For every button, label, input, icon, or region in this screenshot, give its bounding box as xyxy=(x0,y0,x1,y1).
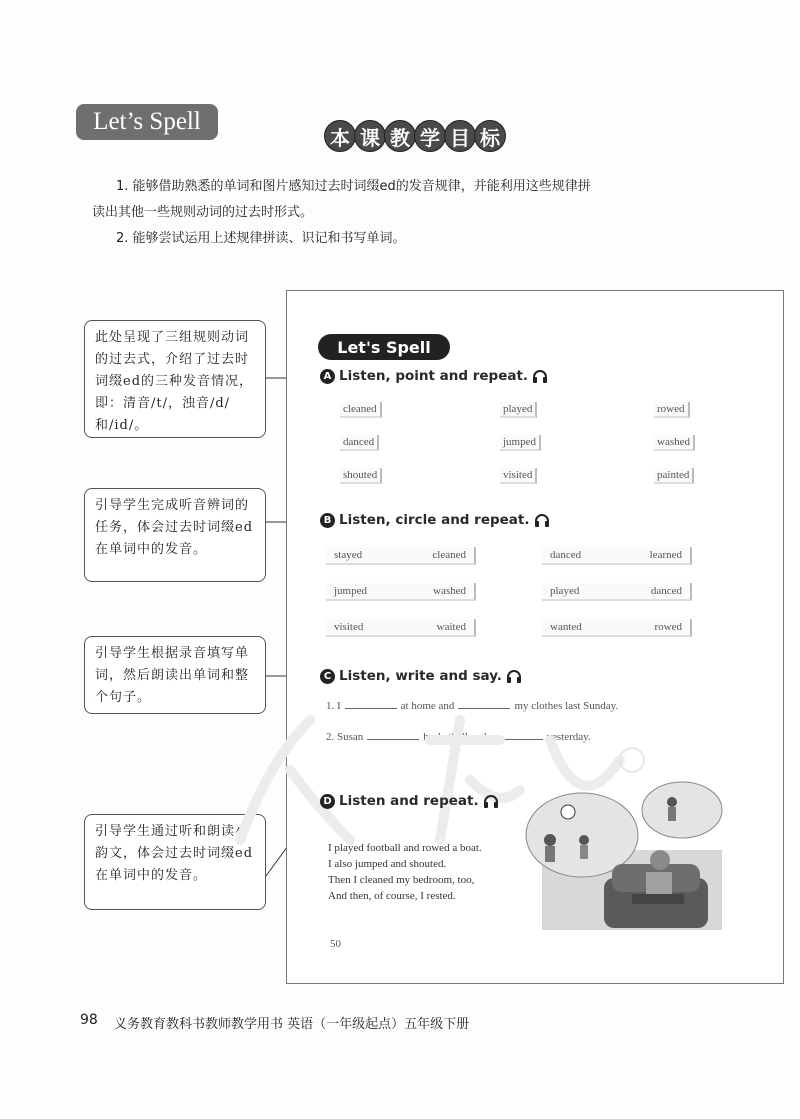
note-box-section-d: 引导学生通过听和朗读小韵文，体会过去时词缀ed在单词中的发音。 xyxy=(84,814,266,910)
rhyme-text xyxy=(328,840,482,904)
word-card: played xyxy=(500,402,537,418)
section-a-heading xyxy=(320,368,548,384)
sentence-text: my clothes last Sunday. xyxy=(514,700,619,712)
headphone-icon xyxy=(532,369,548,383)
sentence-text: yesterday. xyxy=(546,731,591,743)
objective-2: 2. 能够尝试运用上述规律拼读、识记和书写单词。 xyxy=(116,231,406,246)
objective-1-line-2: 读出其他一些规则动词的过去时形式。 xyxy=(92,205,314,220)
sentence-text: basketball and xyxy=(423,731,487,743)
headphone-icon xyxy=(483,794,499,808)
section-c-heading xyxy=(320,668,522,684)
pair-word: jumped xyxy=(334,585,367,597)
rhyme-line: I played football and rowed a boat. xyxy=(328,842,482,854)
section-c-title: Listen, write and say. xyxy=(339,668,502,684)
note-box-section-c: 引导学生根据录音填写单词，然后朗读出单词和整个句子。 xyxy=(84,636,266,714)
footer-page-number: 98 xyxy=(80,1012,98,1028)
objective-1-line-1: 1. 能够借助熟悉的单词和图片感知过去时词缀ed的发音规律，并能利用这些规律拼 xyxy=(116,179,591,194)
pair-word: wanted xyxy=(550,621,582,633)
word-card: danced xyxy=(340,435,379,451)
footer-book-title: 义务教育教科书教师教学用书 英语（一年级起点）五年级下册 xyxy=(114,1017,470,1032)
pair-word: danced xyxy=(550,549,582,561)
objectives-title-char: 学 xyxy=(414,120,446,152)
section-a-letter: A xyxy=(320,369,335,384)
word-card: painted xyxy=(654,468,694,484)
pair-word: waited xyxy=(436,621,466,633)
section-d-letter: D xyxy=(320,794,335,809)
rhyme-line: I also jumped and shouted. xyxy=(328,858,447,870)
lets-spell-tab: Let’s Spell xyxy=(76,104,218,140)
objectives-title-char: 教 xyxy=(384,120,416,152)
word-pair-card xyxy=(542,547,692,565)
word-card: visited xyxy=(500,468,537,484)
word-card: shouted xyxy=(340,468,382,484)
boy-dreaming-illustration xyxy=(512,780,724,932)
objectives-title-char: 标 xyxy=(474,120,506,152)
word-pair-card xyxy=(542,583,692,601)
section-a-title: Listen, point and repeat. xyxy=(339,368,529,384)
objectives-title-char: 目 xyxy=(444,120,476,152)
pair-word: stayed xyxy=(334,549,363,561)
objectives-title-char: 课 xyxy=(354,120,386,152)
section-d-heading xyxy=(320,793,499,809)
objectives-title-char: 本 xyxy=(324,120,356,152)
word-card: cleaned xyxy=(340,402,382,418)
pair-word: danced xyxy=(650,585,682,597)
pair-word: visited xyxy=(334,621,364,633)
note-box-section-b: 引导学生完成听音辨词的任务，体会过去时词缀ed在单词中的发音。 xyxy=(84,488,266,582)
textbook-page-number: 50 xyxy=(330,938,341,950)
sentence-text: 1. I xyxy=(326,700,341,712)
section-d-title: Listen and repeat. xyxy=(339,793,479,809)
pair-word: learned xyxy=(649,549,682,561)
word-pair-card xyxy=(326,619,476,637)
word-pair-card xyxy=(326,583,476,601)
rhyme-line: Then I cleaned my bedroom, too, xyxy=(328,874,475,886)
sentence-text: at home and xyxy=(400,700,455,712)
section-c-letter: C xyxy=(320,669,335,684)
pair-word: washed xyxy=(433,585,466,597)
headphone-icon xyxy=(506,669,522,683)
rhyme-line: And then, of course, I rested. xyxy=(328,890,456,902)
note-box-section-a: 此处呈现了三组规则动词的过去式，介绍了过去时词缀ed的三种发音情况，即：清音/t/，浊音/d/和/id/。 xyxy=(84,320,266,438)
section-b-heading xyxy=(320,512,550,528)
word-card: jumped xyxy=(500,435,541,451)
word-card: washed xyxy=(654,435,695,451)
sentence-text: 2. Susan xyxy=(326,731,364,743)
lets-spell-pill: Let's Spell xyxy=(318,334,450,360)
word-pair-card xyxy=(542,619,692,637)
pair-word: rowed xyxy=(654,621,682,633)
pair-word: played xyxy=(550,585,580,597)
section-b-letter: B xyxy=(320,513,335,528)
section-b-title: Listen, circle and repeat. xyxy=(339,512,530,528)
pair-word: cleaned xyxy=(432,549,466,561)
word-pair-card xyxy=(326,547,476,565)
word-card: rowed xyxy=(654,402,690,418)
headphone-icon xyxy=(534,513,550,527)
